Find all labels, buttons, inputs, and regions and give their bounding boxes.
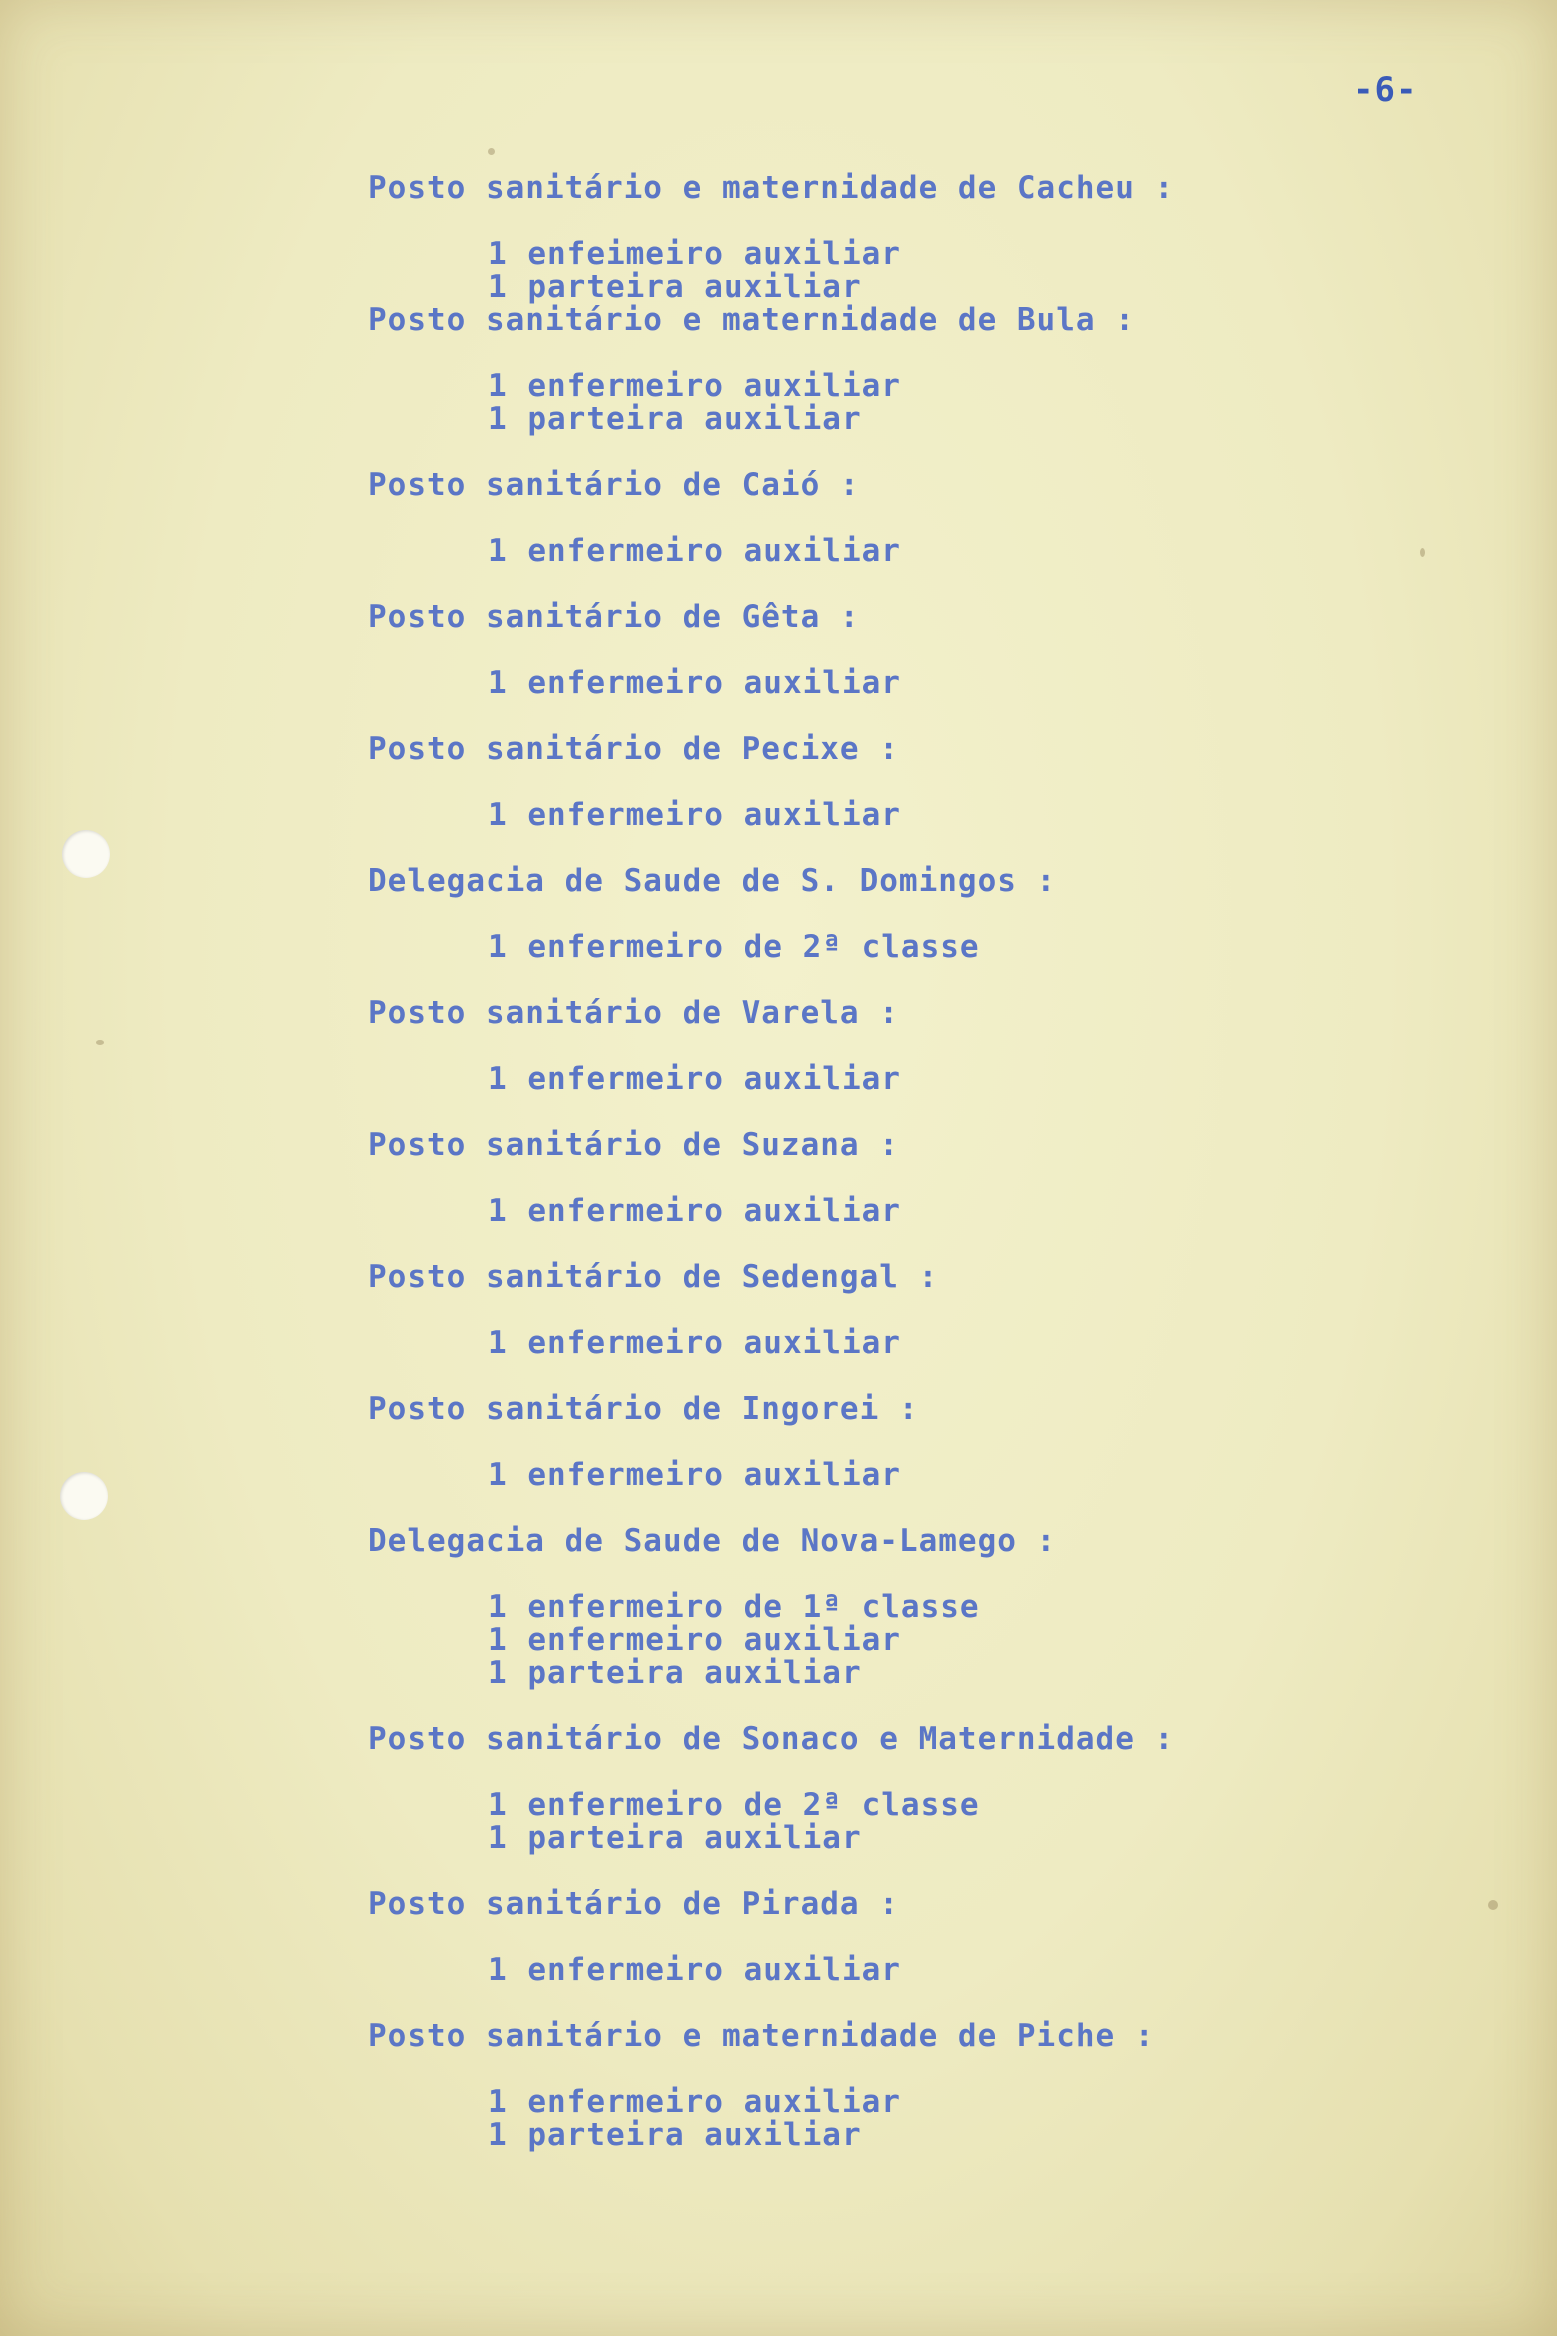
staff-line: 1 parteira auxiliar: [488, 2117, 862, 2153]
punch-hole-bottom: [60, 1472, 108, 1520]
health-post-entry: [368, 1690, 1468, 1855]
spacer: [368, 1162, 1468, 1195]
spacer: [368, 766, 1468, 799]
health-post-entry: [368, 1096, 1468, 1228]
health-post-entry: [368, 304, 1468, 436]
spacer: [368, 898, 1468, 931]
staff-list: [368, 931, 1468, 964]
staff-line: 1 enfermeiro auxiliar: [488, 1952, 901, 1988]
staff-list: [368, 2086, 1468, 2152]
health-post-heading: Posto sanitário de Gêta :: [368, 599, 860, 635]
health-post-heading: Posto sanitário e maternidade de Cacheu :: [368, 170, 1175, 206]
staff-line: 1 enfermeiro auxiliar: [488, 1193, 901, 1229]
staff-list: [368, 799, 1468, 832]
staff-list: [368, 535, 1468, 568]
staff-line: 1 enfermeiro de 2ª classe: [488, 929, 980, 965]
spacer: [368, 205, 1468, 238]
spacer: [368, 1096, 1468, 1129]
health-post-entry: [368, 1855, 1468, 1987]
health-post-entry: [368, 700, 1468, 832]
page-number: -6-: [1353, 70, 1418, 110]
staff-line: 1 parteira auxiliar: [488, 401, 862, 437]
health-post-entry: [368, 964, 1468, 1096]
spacer: [368, 1756, 1468, 1789]
paper-speck: [488, 148, 495, 155]
spacer: [368, 1360, 1468, 1393]
spacer: [368, 1987, 1468, 2020]
health-post-heading: Posto sanitário de Sonaco e Maternidade :: [368, 1721, 1175, 1757]
staff-list: [368, 238, 1468, 304]
spacer: [368, 1294, 1468, 1327]
health-post-entry: [368, 1360, 1468, 1492]
staff-line: 1 enfermeiro auxiliar: [488, 533, 901, 569]
staff-line: 1 enfermeiro auxiliar: [488, 665, 901, 701]
staff-line: 1 enfermeiro auxiliar: [488, 368, 901, 404]
staff-list: [368, 1954, 1468, 1987]
spacer: [368, 964, 1468, 997]
health-post-heading: Posto sanitário de Varela :: [368, 995, 899, 1031]
health-post-entry: [368, 1492, 1468, 1690]
health-post-entry: [368, 436, 1468, 568]
staff-allocation-list: [368, 172, 1468, 2152]
staff-line: 1 enfermeiro de 2ª classe: [488, 1787, 980, 1823]
staff-list: [368, 1063, 1468, 1096]
spacer: [368, 568, 1468, 601]
spacer: [368, 502, 1468, 535]
staff-list: [368, 1195, 1468, 1228]
staff-line: 1 enfermeiro auxiliar: [488, 1457, 901, 1493]
health-post-entry: [368, 568, 1468, 700]
health-post-heading: Posto sanitário de Suzana :: [368, 1127, 899, 1163]
spacer: [368, 2053, 1468, 2086]
spacer: [368, 1558, 1468, 1591]
staff-line: 1 parteira auxiliar: [488, 1820, 862, 1856]
staff-list: [368, 1327, 1468, 1360]
spacer: [368, 337, 1468, 370]
staff-line: 1 enfermeiro auxiliar: [488, 2084, 901, 2120]
health-post-heading: Posto sanitário de Pirada :: [368, 1886, 899, 1922]
staff-list: [368, 1591, 1468, 1690]
health-post-entry: [368, 172, 1468, 304]
spacer: [368, 1921, 1468, 1954]
spacer: [368, 1690, 1468, 1723]
staff-line: 1 enfermeiro de 1ª classe: [488, 1589, 980, 1625]
spacer: [368, 634, 1468, 667]
health-post-entry: [368, 1228, 1468, 1360]
staff-list: [368, 370, 1468, 436]
health-post-heading: Posto sanitário e maternidade de Bula :: [368, 302, 1135, 338]
health-post-entry: [368, 832, 1468, 964]
health-post-entry: [368, 1987, 1468, 2152]
spacer: [368, 1228, 1468, 1261]
spacer: [368, 1030, 1468, 1063]
staff-list: [368, 667, 1468, 700]
spacer: [368, 1855, 1468, 1888]
spacer: [368, 700, 1468, 733]
health-post-heading: Posto sanitário de Ingorei :: [368, 1391, 919, 1427]
staff-line: 1 enfermeiro auxiliar: [488, 1061, 901, 1097]
staff-line: 1 parteira auxiliar: [488, 1655, 862, 1691]
health-post-heading: Posto sanitário de Caió :: [368, 467, 860, 503]
health-post-heading: Posto sanitário e maternidade de Piche :: [368, 2018, 1155, 2054]
spacer: [368, 436, 1468, 469]
spacer: [368, 832, 1468, 865]
staff-list: [368, 1789, 1468, 1855]
spacer: [368, 1426, 1468, 1459]
health-post-heading: Posto sanitário de Sedengal :: [368, 1259, 939, 1295]
spacer: [368, 1492, 1468, 1525]
staff-line: 1 enfermeiro auxiliar: [488, 1325, 901, 1361]
staff-line: 1 enfeimeiro auxiliar: [488, 236, 901, 272]
staff-line: 1 parteira auxiliar: [488, 269, 862, 305]
paper-speck: [1488, 1900, 1498, 1910]
staff-list: [368, 1459, 1468, 1492]
staff-line: 1 enfermeiro auxiliar: [488, 797, 901, 833]
paper-speck: [96, 1040, 104, 1045]
punch-hole-top: [62, 830, 110, 878]
health-post-heading: Posto sanitário de Pecixe :: [368, 731, 899, 767]
staff-line: 1 enfermeiro auxiliar: [488, 1622, 901, 1658]
health-post-heading: Delegacia de Saude de S. Domingos :: [368, 863, 1057, 899]
health-post-heading: Delegacia de Saude de Nova-Lamego :: [368, 1523, 1057, 1559]
